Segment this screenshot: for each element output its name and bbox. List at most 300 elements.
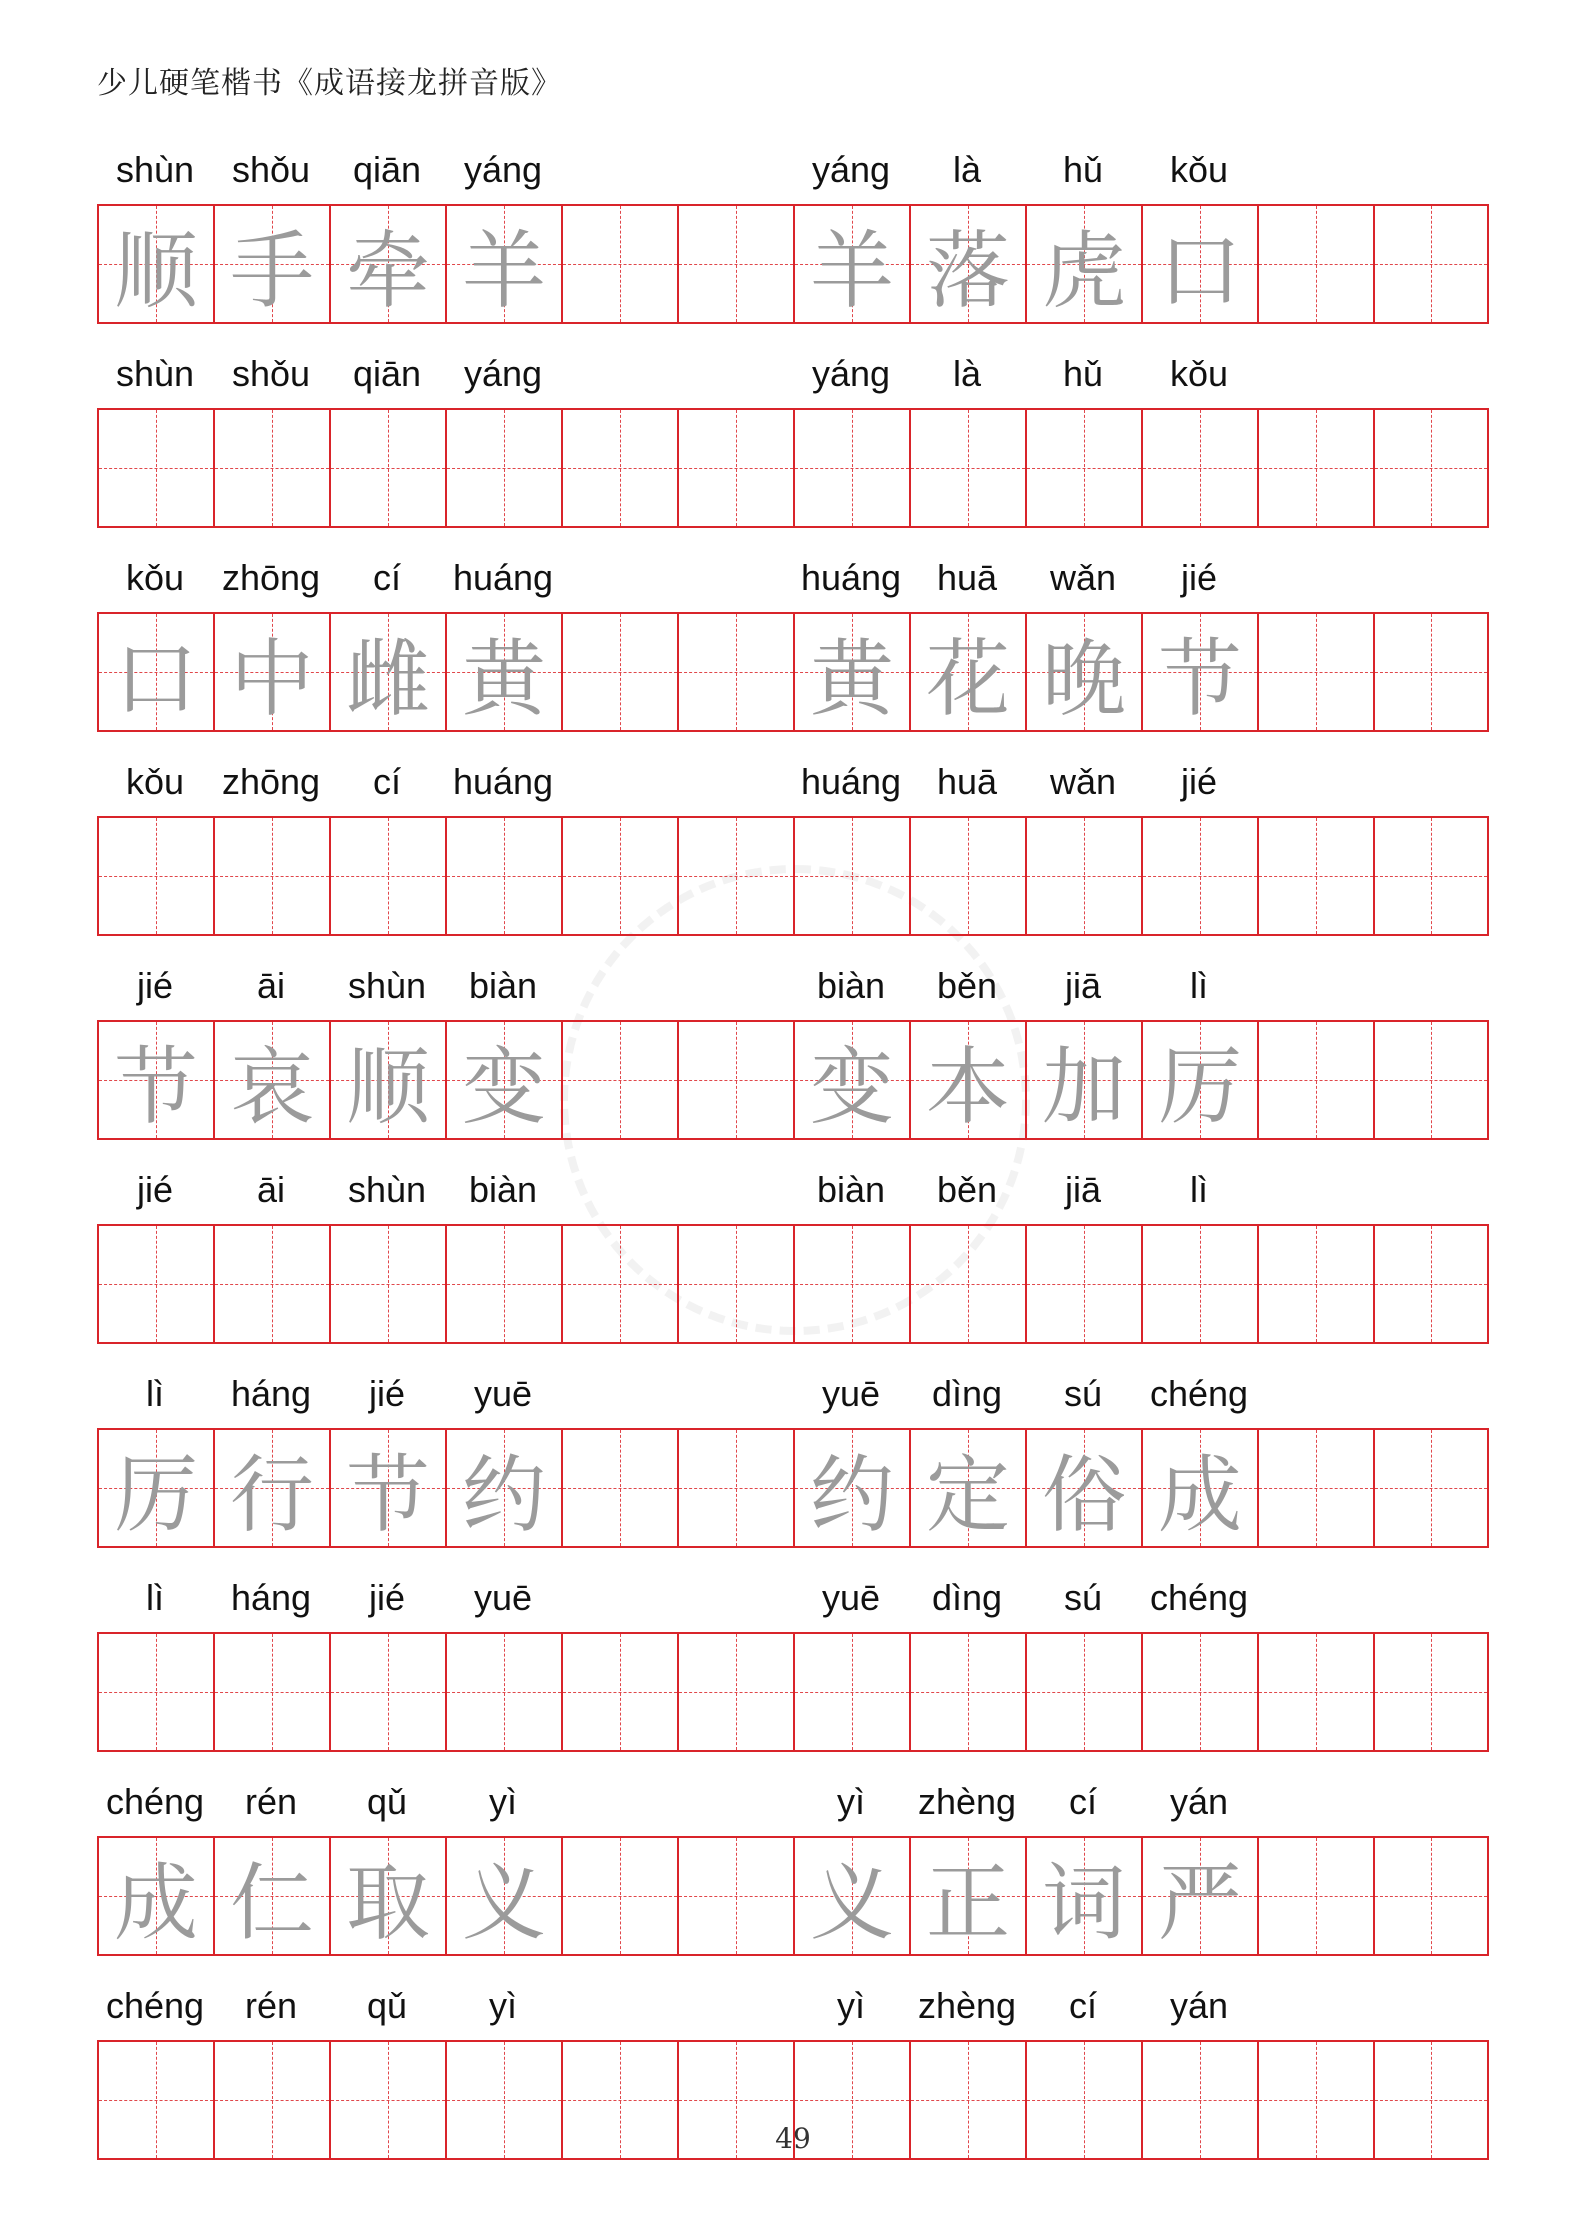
writing-cell[interactable] (1025, 2042, 1141, 2158)
tian-grid (97, 1836, 1489, 1956)
writing-cell[interactable] (677, 614, 793, 730)
pinyin-line (97, 1168, 1489, 1212)
writing-cell[interactable] (793, 206, 909, 322)
trace-character: 中 (229, 629, 314, 728)
practice-worksheet (97, 148, 1489, 2188)
trace-character (1027, 1634, 1141, 1750)
writing-cell[interactable] (909, 1838, 1025, 1954)
pinyin-line (97, 148, 1489, 192)
trace-character (911, 1226, 1025, 1342)
trace-character (215, 1634, 329, 1750)
writing-cell[interactable] (793, 614, 909, 730)
pinyin-label: huáng (800, 761, 902, 802)
pinyin-label: wǎn (1049, 557, 1117, 598)
writing-cell[interactable] (213, 1022, 329, 1138)
tian-grid (97, 1224, 1489, 1344)
writing-cell[interactable] (793, 1022, 909, 1138)
writing-cell[interactable] (97, 2042, 213, 2158)
writing-cell[interactable] (1025, 1022, 1141, 1138)
trace-character (1143, 1634, 1257, 1750)
pinyin-label: āi (256, 1169, 286, 1210)
page-header: 少儿硬笔楷书《成语接龙拼音版》 (97, 66, 562, 101)
pinyin-label: qiān (352, 149, 422, 190)
writing-cell[interactable] (909, 1430, 1025, 1546)
pinyin-label: zhōng (221, 557, 321, 598)
trace-character: 顺 (345, 1037, 430, 1136)
pinyin-label: biàn (816, 1169, 886, 1210)
trace-character (215, 2042, 329, 2158)
trace-character (447, 2042, 561, 2158)
pinyin-line (97, 1780, 1489, 1824)
pinyin-label: yì (488, 1781, 517, 1822)
pinyin-label: hǔ (1062, 353, 1104, 394)
pinyin-label: jié (136, 965, 174, 1006)
pinyin-label: yì (488, 1985, 517, 2026)
writing-cell[interactable] (213, 614, 329, 730)
pinyin-label: qiān (352, 353, 422, 394)
pinyin-label: cí (372, 761, 401, 802)
writing-cell[interactable] (1141, 2042, 1257, 2158)
pinyin-label: běn (936, 1169, 998, 1210)
trace-character: 厉 (1157, 1037, 1242, 1136)
writing-cell[interactable] (1257, 1022, 1373, 1138)
writing-cell[interactable] (213, 1634, 329, 1750)
pinyin-label: shùn (347, 965, 427, 1006)
pinyin-label: kǒu (125, 761, 185, 802)
pinyin-label: běn (936, 965, 998, 1006)
writing-cell[interactable] (213, 206, 329, 322)
trace-character: 仁 (229, 1853, 314, 1952)
practice-row (97, 1576, 1489, 1752)
trace-character (1027, 410, 1141, 526)
writing-cell[interactable] (1025, 1634, 1141, 1750)
trace-character (911, 1634, 1025, 1750)
trace-character (215, 1226, 329, 1342)
pinyin-line (97, 964, 1489, 1008)
writing-cell[interactable] (329, 1634, 445, 1750)
trace-character: 口 (113, 629, 198, 728)
trace-character (215, 410, 329, 526)
writing-cell[interactable] (561, 1022, 677, 1138)
writing-cell[interactable] (1257, 1430, 1373, 1546)
writing-cell[interactable] (793, 1430, 909, 1546)
trace-character: 义 (809, 1853, 894, 1952)
writing-cell[interactable] (329, 206, 445, 322)
practice-row (97, 1372, 1489, 1548)
trace-character: 牵 (345, 221, 430, 320)
pinyin-label: huā (936, 557, 998, 598)
writing-cell[interactable] (677, 818, 793, 934)
pinyin-label: háng (230, 1373, 312, 1414)
trace-character (447, 1226, 561, 1342)
writing-cell[interactable] (1025, 1838, 1141, 1954)
trace-character (795, 1226, 909, 1342)
writing-cell[interactable] (1141, 1838, 1257, 1954)
pinyin-label: jié (1180, 557, 1218, 598)
trace-character: 晚 (1041, 629, 1126, 728)
pinyin-label: yuē (821, 1373, 881, 1414)
writing-cell[interactable] (97, 410, 213, 526)
pinyin-label: chéng (1149, 1577, 1249, 1618)
writing-cell[interactable] (793, 1634, 909, 1750)
row-spacer (97, 1548, 1489, 1576)
writing-cell[interactable] (329, 2042, 445, 2158)
writing-cell[interactable] (1025, 1226, 1141, 1342)
row-spacer (97, 1344, 1489, 1372)
row-spacer (97, 1140, 1489, 1168)
trace-character (99, 818, 213, 934)
trace-character (1027, 2042, 1141, 2158)
practice-row (97, 1168, 1489, 1344)
pinyin-label: āi (256, 965, 286, 1006)
writing-cell[interactable] (793, 818, 909, 934)
pinyin-label: rén (244, 1781, 298, 1822)
writing-cell[interactable] (561, 1838, 677, 1954)
pinyin-label: qǔ (366, 1985, 408, 2026)
writing-cell[interactable] (561, 410, 677, 526)
pinyin-label: zhèng (917, 1781, 1017, 1822)
pinyin-label: huáng (800, 557, 902, 598)
writing-cell[interactable] (1025, 410, 1141, 526)
writing-cell[interactable] (909, 1226, 1025, 1342)
pinyin-label: chéng (105, 1781, 205, 1822)
pinyin-line (97, 760, 1489, 804)
writing-cell[interactable] (329, 1226, 445, 1342)
writing-cell[interactable] (909, 410, 1025, 526)
trace-character (911, 2042, 1025, 2158)
writing-cell[interactable] (213, 818, 329, 934)
writing-cell[interactable] (561, 1634, 677, 1750)
writing-cell[interactable] (97, 1838, 213, 1954)
trace-character: 手 (229, 221, 314, 320)
writing-cell[interactable] (909, 1022, 1025, 1138)
pinyin-label: lì (146, 1373, 164, 1414)
pinyin-label: yáng (463, 149, 543, 190)
writing-cell[interactable] (445, 1838, 561, 1954)
practice-row (97, 556, 1489, 732)
writing-cell[interactable] (1373, 1838, 1489, 1954)
practice-row (97, 1780, 1489, 1956)
trace-character: 义 (461, 1853, 546, 1952)
writing-cell[interactable] (793, 1838, 909, 1954)
writing-cell[interactable] (445, 1634, 561, 1750)
pinyin-label: biàn (468, 965, 538, 1006)
trace-character: 词 (1041, 1853, 1126, 1952)
writing-cell[interactable] (793, 2042, 909, 2158)
pinyin-label: cí (1068, 1781, 1097, 1822)
writing-cell[interactable] (445, 410, 561, 526)
pinyin-label: hǔ (1062, 149, 1104, 190)
writing-cell[interactable] (561, 206, 677, 322)
trace-character: 定 (925, 1445, 1010, 1544)
trace-character: 取 (345, 1853, 430, 1952)
trace-character: 黄 (461, 629, 546, 728)
writing-cell[interactable] (1373, 206, 1489, 322)
writing-cell[interactable] (1141, 206, 1257, 322)
writing-cell[interactable] (329, 1022, 445, 1138)
pinyin-label: sú (1063, 1373, 1103, 1414)
trace-character: 本 (925, 1037, 1010, 1136)
pinyin-label: jiā (1064, 1169, 1102, 1210)
writing-cell[interactable] (213, 1226, 329, 1342)
writing-cell[interactable] (793, 410, 909, 526)
tian-grid (97, 816, 1489, 936)
writing-cell[interactable] (1373, 1430, 1489, 1546)
pinyin-label: biàn (816, 965, 886, 1006)
trace-character: 黄 (809, 629, 894, 728)
pinyin-label: yán (1169, 1985, 1229, 2026)
practice-row (97, 352, 1489, 528)
trace-character (795, 2042, 909, 2158)
pinyin-label: cí (372, 557, 401, 598)
trace-character (1143, 410, 1257, 526)
writing-cell[interactable] (97, 1634, 213, 1750)
pinyin-line (97, 1576, 1489, 1620)
writing-cell[interactable] (677, 1634, 793, 1750)
writing-cell[interactable] (677, 1226, 793, 1342)
practice-row (97, 964, 1489, 1140)
trace-character: 顺 (113, 221, 198, 320)
writing-cell[interactable] (97, 1022, 213, 1138)
writing-cell[interactable] (677, 1838, 793, 1954)
writing-cell[interactable] (97, 1430, 213, 1546)
pinyin-label: lì (1190, 1169, 1208, 1210)
trace-character: 口 (1157, 221, 1242, 320)
writing-cell[interactable] (1025, 206, 1141, 322)
trace-character (99, 1634, 213, 1750)
trace-character: 虎 (1041, 221, 1126, 320)
writing-cell[interactable] (1257, 1634, 1373, 1750)
tian-grid (97, 1020, 1489, 1140)
tian-grid (97, 408, 1489, 528)
pinyin-label: là (952, 353, 982, 394)
writing-cell[interactable] (97, 818, 213, 934)
row-spacer (97, 732, 1489, 760)
pinyin-label: kǒu (125, 557, 185, 598)
pinyin-label: jié (1180, 761, 1218, 802)
writing-cell[interactable] (1141, 1022, 1257, 1138)
writing-cell[interactable] (677, 410, 793, 526)
pinyin-label: yì (836, 1985, 865, 2026)
trace-character: 成 (1157, 1445, 1242, 1544)
pinyin-line (97, 1372, 1489, 1416)
pinyin-label: là (952, 149, 982, 190)
trace-character (911, 410, 1025, 526)
writing-cell[interactable] (445, 1022, 561, 1138)
writing-cell[interactable] (1025, 818, 1141, 934)
tian-grid (97, 1632, 1489, 1752)
trace-character (447, 818, 561, 934)
pinyin-label: lì (1190, 965, 1208, 1006)
writing-cell[interactable] (909, 818, 1025, 934)
writing-cell[interactable] (1141, 1226, 1257, 1342)
pinyin-label: huáng (452, 557, 554, 598)
trace-character (331, 818, 445, 934)
writing-cell[interactable] (1025, 1430, 1141, 1546)
trace-character (331, 1634, 445, 1750)
pinyin-line (97, 1984, 1489, 2028)
pinyin-label: yuē (473, 1577, 533, 1618)
pinyin-label: sú (1063, 1577, 1103, 1618)
writing-cell[interactable] (329, 1838, 445, 1954)
pinyin-label: biàn (468, 1169, 538, 1210)
pinyin-label: jié (136, 1169, 174, 1210)
pinyin-label: yì (836, 1781, 865, 1822)
writing-cell[interactable] (1257, 818, 1373, 934)
trace-character: 俗 (1041, 1445, 1126, 1544)
pinyin-label: yuē (821, 1577, 881, 1618)
pinyin-label: shǒu (231, 353, 311, 394)
writing-cell[interactable] (445, 2042, 561, 2158)
pinyin-label: huā (936, 761, 998, 802)
trace-character: 约 (809, 1445, 894, 1544)
writing-cell[interactable] (97, 1226, 213, 1342)
writing-cell[interactable] (677, 1430, 793, 1546)
row-spacer (97, 324, 1489, 352)
trace-character (99, 410, 213, 526)
writing-cell[interactable] (1141, 410, 1257, 526)
writing-cell[interactable] (329, 410, 445, 526)
pinyin-line (97, 556, 1489, 600)
writing-cell[interactable] (97, 614, 213, 730)
writing-cell[interactable] (329, 1430, 445, 1546)
trace-character (1143, 2042, 1257, 2158)
writing-cell[interactable] (1373, 1226, 1489, 1342)
tian-grid (97, 612, 1489, 732)
trace-character (1027, 1226, 1141, 1342)
writing-cell[interactable] (561, 614, 677, 730)
pinyin-label: háng (230, 1577, 312, 1618)
writing-cell[interactable] (1373, 1022, 1489, 1138)
trace-character: 羊 (461, 221, 546, 320)
pinyin-label: shùn (115, 353, 195, 394)
pinyin-label: rén (244, 1985, 298, 2026)
pinyin-label: huáng (452, 761, 554, 802)
row-spacer (97, 528, 1489, 556)
writing-cell[interactable] (213, 1430, 329, 1546)
writing-cell[interactable] (677, 1022, 793, 1138)
writing-cell[interactable] (1257, 1838, 1373, 1954)
row-spacer (97, 936, 1489, 964)
pinyin-label: shùn (115, 149, 195, 190)
trace-character: 成 (113, 1853, 198, 1952)
trace-character: 约 (461, 1445, 546, 1544)
trace-character (215, 818, 329, 934)
writing-cell[interactable] (561, 818, 677, 934)
trace-character (331, 2042, 445, 2158)
writing-cell[interactable] (677, 206, 793, 322)
writing-cell[interactable] (561, 1226, 677, 1342)
writing-cell[interactable] (793, 1226, 909, 1342)
pinyin-label: yán (1169, 1781, 1229, 1822)
pinyin-label: yáng (811, 353, 891, 394)
trace-character: 花 (925, 629, 1010, 728)
row-spacer (97, 2160, 1489, 2188)
trace-character: 落 (925, 221, 1010, 320)
writing-cell[interactable] (1373, 614, 1489, 730)
pinyin-label: kǒu (1169, 353, 1229, 394)
trace-character: 节 (345, 1445, 430, 1544)
writing-cell[interactable] (909, 206, 1025, 322)
writing-cell[interactable] (445, 1430, 561, 1546)
writing-cell[interactable] (1141, 614, 1257, 730)
pinyin-label: dìng (931, 1373, 1003, 1414)
trace-character: 行 (229, 1445, 314, 1544)
pinyin-label: yáng (463, 353, 543, 394)
writing-cell[interactable] (1141, 1634, 1257, 1750)
tian-grid (97, 204, 1489, 324)
writing-cell[interactable] (1141, 1430, 1257, 1546)
writing-cell[interactable] (1141, 818, 1257, 934)
pinyin-label: yuē (473, 1373, 533, 1414)
trace-character (99, 2042, 213, 2158)
writing-cell[interactable] (329, 614, 445, 730)
writing-cell[interactable] (1257, 1226, 1373, 1342)
writing-cell[interactable] (1373, 1634, 1489, 1750)
writing-cell[interactable] (445, 1226, 561, 1342)
writing-cell[interactable] (1257, 206, 1373, 322)
writing-cell[interactable] (445, 614, 561, 730)
trace-character (331, 1226, 445, 1342)
writing-cell[interactable] (445, 206, 561, 322)
trace-character (1143, 1226, 1257, 1342)
writing-cell[interactable] (909, 1634, 1025, 1750)
writing-cell[interactable] (1373, 410, 1489, 526)
writing-cell[interactable] (1025, 614, 1141, 730)
writing-cell[interactable] (213, 410, 329, 526)
tian-grid (97, 1428, 1489, 1548)
pinyin-line (97, 352, 1489, 396)
writing-cell[interactable] (909, 2042, 1025, 2158)
trace-character: 哀 (229, 1037, 314, 1136)
trace-character: 厉 (113, 1445, 198, 1544)
trace-character (1143, 818, 1257, 934)
pinyin-label: wǎn (1049, 761, 1117, 802)
trace-character (795, 818, 909, 934)
writing-cell[interactable] (213, 1838, 329, 1954)
pinyin-label: zhōng (221, 761, 321, 802)
trace-character (99, 1226, 213, 1342)
pinyin-label: lì (146, 1577, 164, 1618)
pinyin-label: chéng (1149, 1373, 1249, 1414)
trace-character (795, 1634, 909, 1750)
writing-cell[interactable] (445, 818, 561, 934)
trace-character (447, 1634, 561, 1750)
trace-character: 加 (1041, 1037, 1126, 1136)
trace-character: 节 (113, 1037, 198, 1136)
page-number: 49 (775, 2122, 811, 2155)
writing-cell[interactable] (213, 2042, 329, 2158)
trace-character: 严 (1157, 1853, 1242, 1952)
pinyin-label: chéng (105, 1985, 205, 2026)
writing-cell[interactable] (1257, 410, 1373, 526)
pinyin-label: zhèng (917, 1985, 1017, 2026)
practice-row (97, 148, 1489, 324)
writing-cell[interactable] (329, 818, 445, 934)
writing-cell[interactable] (1257, 614, 1373, 730)
writing-cell[interactable] (909, 614, 1025, 730)
trace-character: 正 (925, 1853, 1010, 1952)
trace-character (1027, 818, 1141, 934)
writing-cell[interactable] (1373, 818, 1489, 934)
writing-cell[interactable] (97, 206, 213, 322)
row-spacer (97, 1752, 1489, 1780)
pinyin-label: dìng (931, 1577, 1003, 1618)
writing-cell[interactable] (561, 1430, 677, 1546)
pinyin-label: cí (1068, 1985, 1097, 2026)
trace-character (795, 410, 909, 526)
trace-character: 变 (461, 1037, 546, 1136)
